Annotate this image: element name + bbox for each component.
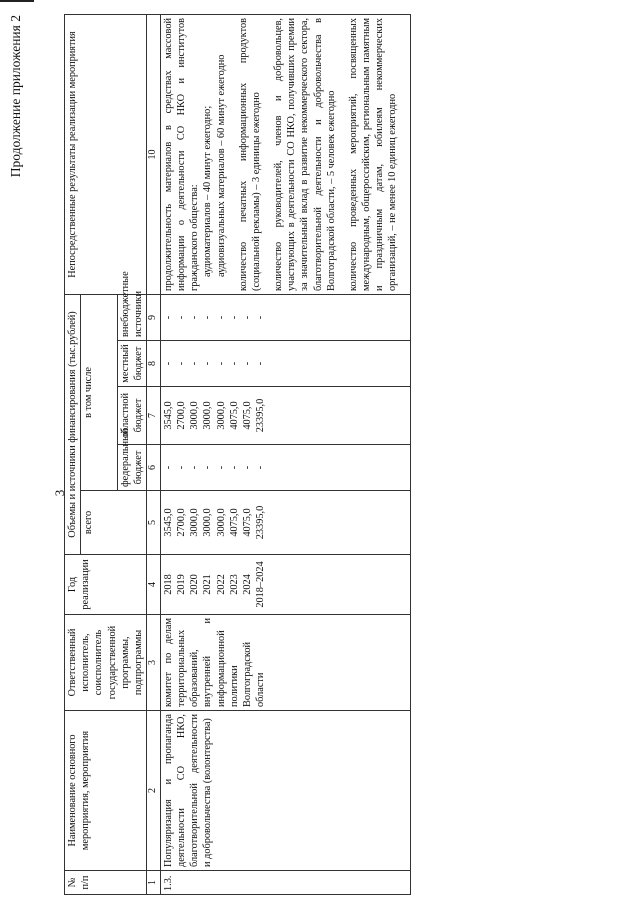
row-executor: комитет по делам территориальных образований, внутренней и информационной политики Волгоградской области — [160, 615, 410, 711]
local-value: - — [228, 361, 240, 366]
local-value: - — [162, 361, 174, 366]
extra-value: - — [176, 315, 187, 320]
local-value: - — [241, 361, 253, 366]
header-total: всего — [81, 491, 147, 555]
regional-value: 3000,0 — [215, 401, 227, 430]
header-year: Год реализации — [65, 555, 147, 615]
extra-value: - — [189, 315, 201, 320]
row-extra — [160, 294, 410, 340]
result-text: аудиоматериалов – 40 минут ежегодно; — [202, 105, 214, 277]
extra-value: - — [215, 315, 227, 320]
header-executor: Ответственный исполнитель, соисполнитель государственной программы, подпрограммы — [65, 615, 147, 711]
total-value: 2700,0 — [176, 508, 187, 537]
year-value: 2020 — [189, 574, 201, 595]
federal-value: - — [215, 465, 227, 470]
total-value: 3000,0 — [202, 508, 214, 537]
federal-value: - — [202, 465, 214, 470]
extra-value: - — [255, 315, 267, 320]
regional-value: 4075,0 — [228, 401, 240, 430]
header-local: местный бюджет — [117, 341, 146, 387]
extra-value: - — [228, 315, 240, 320]
federal-value: - — [241, 465, 253, 470]
regional-value: 3545,0 — [162, 401, 174, 430]
header-federal: федеральный бюджет — [117, 445, 146, 491]
total-value: 3000,0 — [189, 508, 201, 537]
header-row-1 — [65, 14, 81, 894]
year-value: 2024 — [241, 574, 253, 595]
colnum-2: 2 — [147, 711, 161, 871]
colnum-10: 10 — [147, 14, 161, 294]
extra-value: - — [202, 315, 214, 320]
regional-value: 3000,0 — [202, 401, 214, 430]
colnum-3: 3 — [147, 615, 161, 711]
local-value: - — [215, 361, 227, 366]
regional-value: 4075,0 — [241, 401, 253, 430]
extra-value: - — [162, 315, 174, 320]
header-result: Непосредственные результаты реализации мероприятия — [65, 14, 147, 294]
local-value: - — [189, 361, 201, 366]
header-incl: в том числе — [81, 294, 118, 490]
year-value: 2021 — [202, 574, 214, 595]
column-number-row — [147, 14, 161, 894]
year-value: 2023 — [228, 574, 240, 595]
regional-value: 3000,0 — [189, 401, 201, 430]
colnum-5: 5 — [147, 491, 161, 555]
row-federal — [160, 445, 410, 491]
row-name: Популяризация и пропаганда деятельности СО НКО, благотворительной деятельности и добровольчества (волонтерства) — [160, 711, 410, 871]
total-value: 23395,0 — [255, 505, 267, 540]
local-value: - — [255, 361, 267, 366]
result-text: количество руководителей, членов и добровольцев, участвующих в деятельности СО НКО, получивших премии за значительный вклад в развитие некоммерческого сектора, благотворительной деятельности и добровольчества в Волгоградской области, – 5 человек ежегодно — [273, 17, 337, 291]
result-text: количество проведенных мероприятий, посвященных международным, общероссийским, региональным памятным и праздничным датам, юбилеям некоммерческих организаций, – не менее 10 единиц ежегодно — [347, 17, 399, 291]
colnum-6: 6 — [147, 445, 161, 491]
local-value: - — [202, 361, 214, 366]
row-regional — [160, 387, 410, 445]
result-item — [237, 18, 263, 291]
extra-value: - — [241, 315, 253, 320]
regional-value: 2700,0 — [176, 401, 187, 430]
table-row — [160, 14, 410, 894]
total-value: 3000,0 — [215, 508, 227, 537]
colnum-7: 7 — [147, 387, 161, 445]
local-value: - — [176, 361, 187, 366]
year-value: 2018 — [162, 574, 174, 595]
year-value: 2022 — [215, 574, 227, 595]
colnum-1: 1 — [147, 871, 161, 895]
colnum-9: 9 — [147, 294, 161, 340]
year-value: 2018–2024 — [255, 561, 267, 608]
header-extra: внебюджетные источники — [117, 294, 146, 340]
result-item — [272, 18, 338, 291]
federal-value: - — [189, 465, 201, 470]
row-local — [160, 341, 410, 387]
result-item — [347, 18, 400, 291]
result-item — [162, 18, 228, 291]
regional-value: 23395,0 — [255, 398, 267, 433]
row-years — [160, 555, 410, 615]
federal-value: - — [176, 465, 187, 470]
colnum-4: 4 — [147, 555, 161, 615]
header-name: Наименование основного мероприятия, мероприятия — [65, 711, 147, 871]
colnum-8: 8 — [147, 341, 161, 387]
header-num: № п/п — [65, 871, 147, 895]
result-text: аудиовизуальных материалов – 60 минут ежегодно — [215, 54, 227, 277]
total-value: 4075,0 — [228, 508, 240, 537]
page-number: 3 — [52, 489, 67, 497]
federal-value: - — [255, 465, 267, 470]
total-value: 3545,0 — [162, 508, 174, 537]
row-results — [160, 14, 410, 294]
federal-value: - — [228, 465, 240, 470]
program-activities-table — [64, 14, 411, 895]
row-total — [160, 491, 410, 555]
result-text: количество печатных информационных продуктов (социальной рекламы) – 3 единицы ежегодно — [237, 17, 262, 291]
header-regional: областной бюджет — [117, 387, 146, 445]
total-value: 4075,0 — [241, 508, 253, 537]
result-text: продолжительность материалов в средствах массовой информации о деятельности СО НКО и институтов гражданского общества: — [162, 17, 201, 291]
federal-value: - — [162, 465, 174, 470]
year-value: 2019 — [176, 574, 187, 595]
header-funding: Объемы и источники финансирования (тыс.рублей) — [65, 294, 81, 554]
row-num: 1.3. — [160, 871, 410, 895]
continuation-note: Продолжение приложения 2 — [8, 15, 23, 178]
